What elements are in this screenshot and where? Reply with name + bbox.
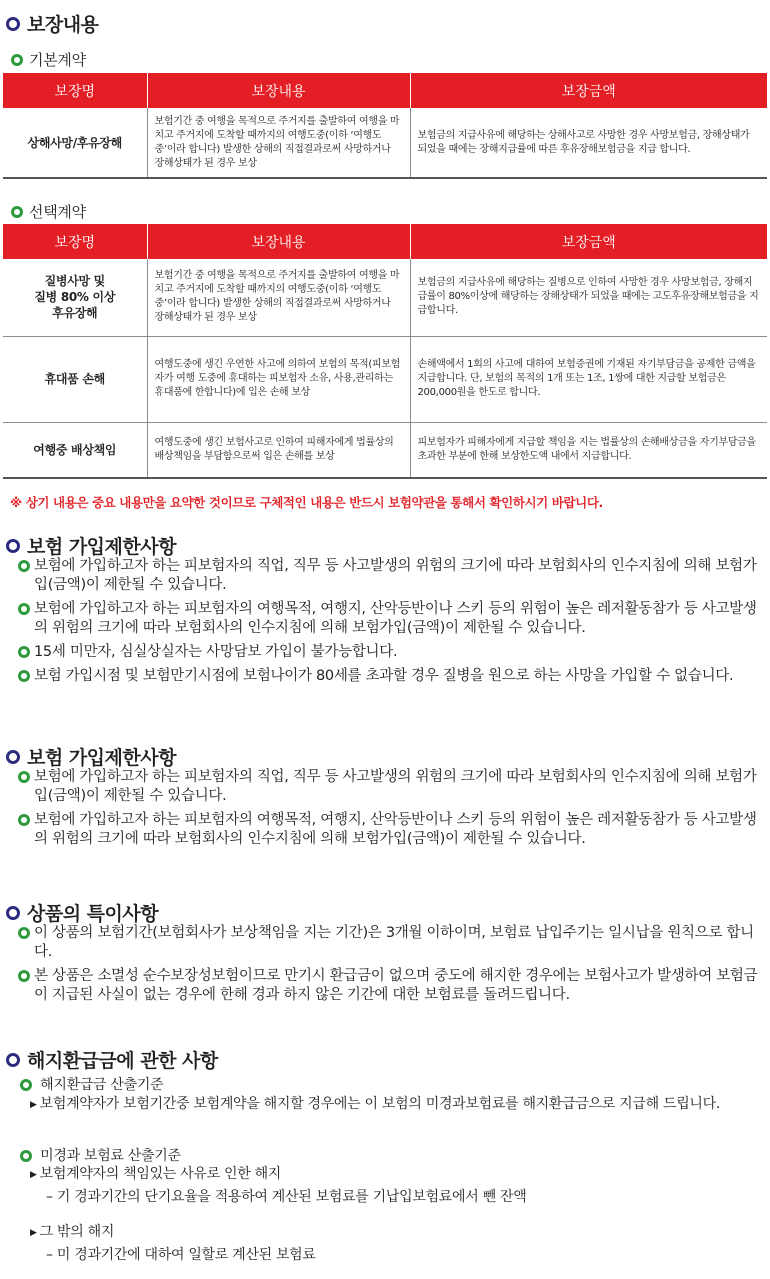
header-coverage-content: 보장내용 <box>147 73 410 108</box>
list-item-text: 이 상품의 보험기간(보험회사가 보상책임을 지는 기간)은 3개월 이하이며, 보험료 납입주기는 일시납을 원칙으로 합니다. <box>34 925 754 960</box>
optional-contract-table <box>3 224 767 479</box>
coverage-name <box>3 259 147 336</box>
list-item <box>18 811 758 849</box>
green-ring-icon <box>18 927 30 939</box>
case1-title: 보험계약자의 책임있는 사유로 인한 해지 <box>39 1166 282 1182</box>
table-header-row <box>3 73 767 108</box>
table-header-row <box>3 224 767 259</box>
list-item-text: 보험에 가입하고자 하는 피보험자의 여행목적, 여행지, 산악등반이나 스키 등의 위험이 높은 레저활동참가 등 사고발생의 위험의 크기에 따라 보험회사의 인수지침에 의해 보험가입(금액)이 제한될 수 있습니다. <box>34 812 757 847</box>
list-item <box>18 967 758 1005</box>
header-coverage-name: 보장명 <box>3 224 147 259</box>
coverage-amount: 보험금의 지급사유에 해당하는 질병으로 인하여 사망한 경우 사망보험금, 장해지급률이 80%이상에 해당하는 장해상태가 되었을 때에는 고도후유장해보험금을 지급합니다. <box>410 259 767 336</box>
list-item-text: 보험 가입시점 및 보험만기시점에 보험나이가 80세를 초과할 경우 질병을 원으로 하는 사망을 가입할 수 없습니다. <box>34 668 734 684</box>
coverage-heading <box>6 10 98 37</box>
navy-ring-icon <box>6 750 20 764</box>
refund-calc-item <box>30 1095 758 1115</box>
header-coverage-content: 보장내용 <box>147 224 410 259</box>
special-title: 상품의 특이사항 <box>27 903 159 925</box>
triangle-right-icon: ▶ <box>30 1228 37 1238</box>
restrictions-list <box>18 768 758 849</box>
special-list <box>18 924 758 1005</box>
green-ring-icon <box>20 1150 32 1162</box>
refund-calc-text: 보험계약자가 보험기간중 보험계약을 해지할 경우에는 이 보험의 미경과보험료를 해지환급금으로 지급해 드립니다. <box>39 1096 721 1112</box>
coverage-amount: 피보험자가 피해자에게 지급할 책임을 지는 법률상의 손해배상금을 자기부담금을 초과한 부분에 한해 보상한도액 내에서 지급합니다. <box>410 422 767 478</box>
green-ring-icon <box>20 1079 32 1091</box>
table-row <box>3 108 767 178</box>
refund-calc-title: 해지환급금 산출기준 <box>40 1077 164 1093</box>
list-item <box>18 600 758 638</box>
basic-contract-title: 기본계약 <box>29 51 86 69</box>
case1-text: – 기 경과기간의 단기요율을 적용하여 계산된 보험료를 기납입보험료에서 뺀 잔액 <box>46 1189 527 1205</box>
green-ring-icon <box>11 54 23 66</box>
list-item <box>18 643 758 662</box>
navy-ring-icon <box>6 906 20 920</box>
optional-contract-title: 선택계약 <box>29 203 86 221</box>
coverage-note: ※ 상기 내용은 중요 내용만을 요약한 것이므로 구체적인 내용은 반드시 보험약관을 통해서 확인하시기 바랍니다. <box>10 495 603 510</box>
list-item <box>18 557 758 595</box>
restrictions-heading <box>6 743 176 770</box>
coverage-name-line: 질병 80% 이상 <box>34 290 116 305</box>
coverage-content: 보험기간 중 여행을 목적으로 주거지를 출발하여 여행을 마치고 주거지에 도착할 때까지의 여행도중(이하 ‘여행도중’이라 합니다) 발생한 상해의 직접결과로써 사망하거나 장해상태가 된 경우 보상 <box>147 108 410 178</box>
green-ring-icon <box>18 646 30 658</box>
optional-contract-heading <box>11 201 86 222</box>
restrictions-title: 보험 가입제한사항 <box>27 747 176 769</box>
green-ring-icon <box>11 206 23 218</box>
green-ring-icon <box>18 560 30 572</box>
list-item-text: 보험에 가입하고자 하는 피보험자의 직업, 직무 등 사고발생의 위험의 크기에 따라 보험회사의 인수지침에 의해 보험가입(금액)이 제한될 수 있습니다. <box>34 558 757 593</box>
table-row <box>3 422 767 478</box>
list-item-text: 보험에 가입하고자 하는 피보험자의 여행목적, 여행지, 산악등반이나 스키 등의 위험이 높은 레저활동참가 등 사고발생의 위험의 크기에 따라 보험회사의 인수지침에 의해 보험가입(금액)이 제한될 수 있습니다. <box>34 601 757 636</box>
coverage-amount: 보험금의 지급사유에 해당하는 상해사고로 사망한 경우 사망보험금, 장해상태가 되었을 때에는 장해지급률에 따른 후유장해보험금을 지급 합니다. <box>410 108 767 178</box>
coverage-name-line: 후유장해 <box>52 306 98 321</box>
green-ring-icon <box>18 814 30 826</box>
coverage-name-line: 질병사망 및 <box>44 274 105 289</box>
green-ring-icon <box>18 603 30 615</box>
list-item-text: 보험에 가입하고자 하는 피보험자의 직업, 직무 등 사고발생의 위험의 크기에 따라 보험회사의 인수지침에 의해 보험가입(금액)이 제한될 수 있습니다. <box>34 769 757 804</box>
list-item-text: 15세 미만자, 심실상실자는 사망담보 가입이 불가능합니다. <box>34 644 398 660</box>
basic-contract-table <box>3 73 767 179</box>
coverage-amount: 손해액에서 1회의 사고에 대하여 보험증권에 기재된 자기부담금을 공제한 금액을 지급합니다. 단, 보험의 목적의 1개 또는 1조, 1쌍에 대한 지급할 보험금은 200,000원을 한도로 합니다. <box>410 336 767 422</box>
triangle-right-icon: ▶ <box>30 1170 37 1180</box>
case1-heading <box>30 1165 281 1185</box>
basic-contract-heading <box>11 49 86 70</box>
case2-heading <box>30 1223 114 1243</box>
coverage-content: 여행도중에 생긴 보험사고로 인하여 피해자에게 법률상의 배상책임을 부담함으로써 입은 손해를 보상 <box>147 422 410 478</box>
navy-ring-icon <box>6 1053 20 1067</box>
refund-heading <box>6 1046 218 1073</box>
restrictions-title: 보험 가입제한사항 <box>27 536 176 558</box>
coverage-content: 보험기간 중 여행을 목적으로 주거지를 출발하여 여행을 마치고 주거지에 도착할 때까지의 여행도중(이하 ‘여행도중’이라 합니다) 발생한 상해의 직접결과로써 사망하거나 장해상태가 된 경우 보상 <box>147 259 410 336</box>
navy-ring-icon <box>6 17 20 31</box>
green-ring-icon <box>18 970 30 982</box>
coverage-content: 여행도중에 생긴 우연한 사고에 의하여 보험의 목적(피보험자가 여행 도중에 휴대하는 피보험자 소유, 사용,관리하는 휴대품에 한합니다)에 입은 손해 보상 <box>147 336 410 422</box>
case2-title: 그 밖의 해지 <box>39 1224 115 1240</box>
list-item <box>18 667 758 686</box>
list-item-text: 본 상품은 소멸성 순수보장성보험이므로 만기시 환급금이 없으며 중도에 해지한 경우에는 보험사고가 발생하여 보험금이 지급된 사실이 없는 경우에 한해 경과 하지 않은 기간에 대한 보험료를 돌려드립니다. <box>34 968 758 1003</box>
green-ring-icon <box>18 771 30 783</box>
special-heading <box>6 899 158 926</box>
table-row <box>3 336 767 422</box>
list-item <box>18 768 758 806</box>
coverage-name: 휴대품 손해 <box>3 336 147 422</box>
restrictions-list <box>18 557 758 686</box>
header-coverage-name: 보장명 <box>3 73 147 108</box>
restrictions-heading <box>6 532 176 559</box>
header-coverage-amount: 보장금액 <box>410 73 767 108</box>
coverage-name: 상해사망/후유장해 <box>3 108 147 178</box>
navy-ring-icon <box>6 539 20 553</box>
unearned-heading <box>20 1145 181 1165</box>
coverage-name: 여행중 배상책임 <box>3 422 147 478</box>
header-coverage-amount: 보장금액 <box>410 224 767 259</box>
refund-title: 해지환급금에 관한 사항 <box>27 1050 218 1072</box>
coverage-title: 보장내용 <box>27 14 99 36</box>
table-row <box>3 259 767 336</box>
green-ring-icon <box>18 670 30 682</box>
refund-calc-heading <box>20 1074 163 1094</box>
unearned-title: 미경과 보험료 산출기준 <box>40 1148 181 1164</box>
triangle-right-icon: ▶ <box>30 1100 37 1110</box>
case2-text: – 미 경과기간에 대하여 일할로 계산된 보험료 <box>46 1247 316 1263</box>
list-item <box>18 924 758 962</box>
